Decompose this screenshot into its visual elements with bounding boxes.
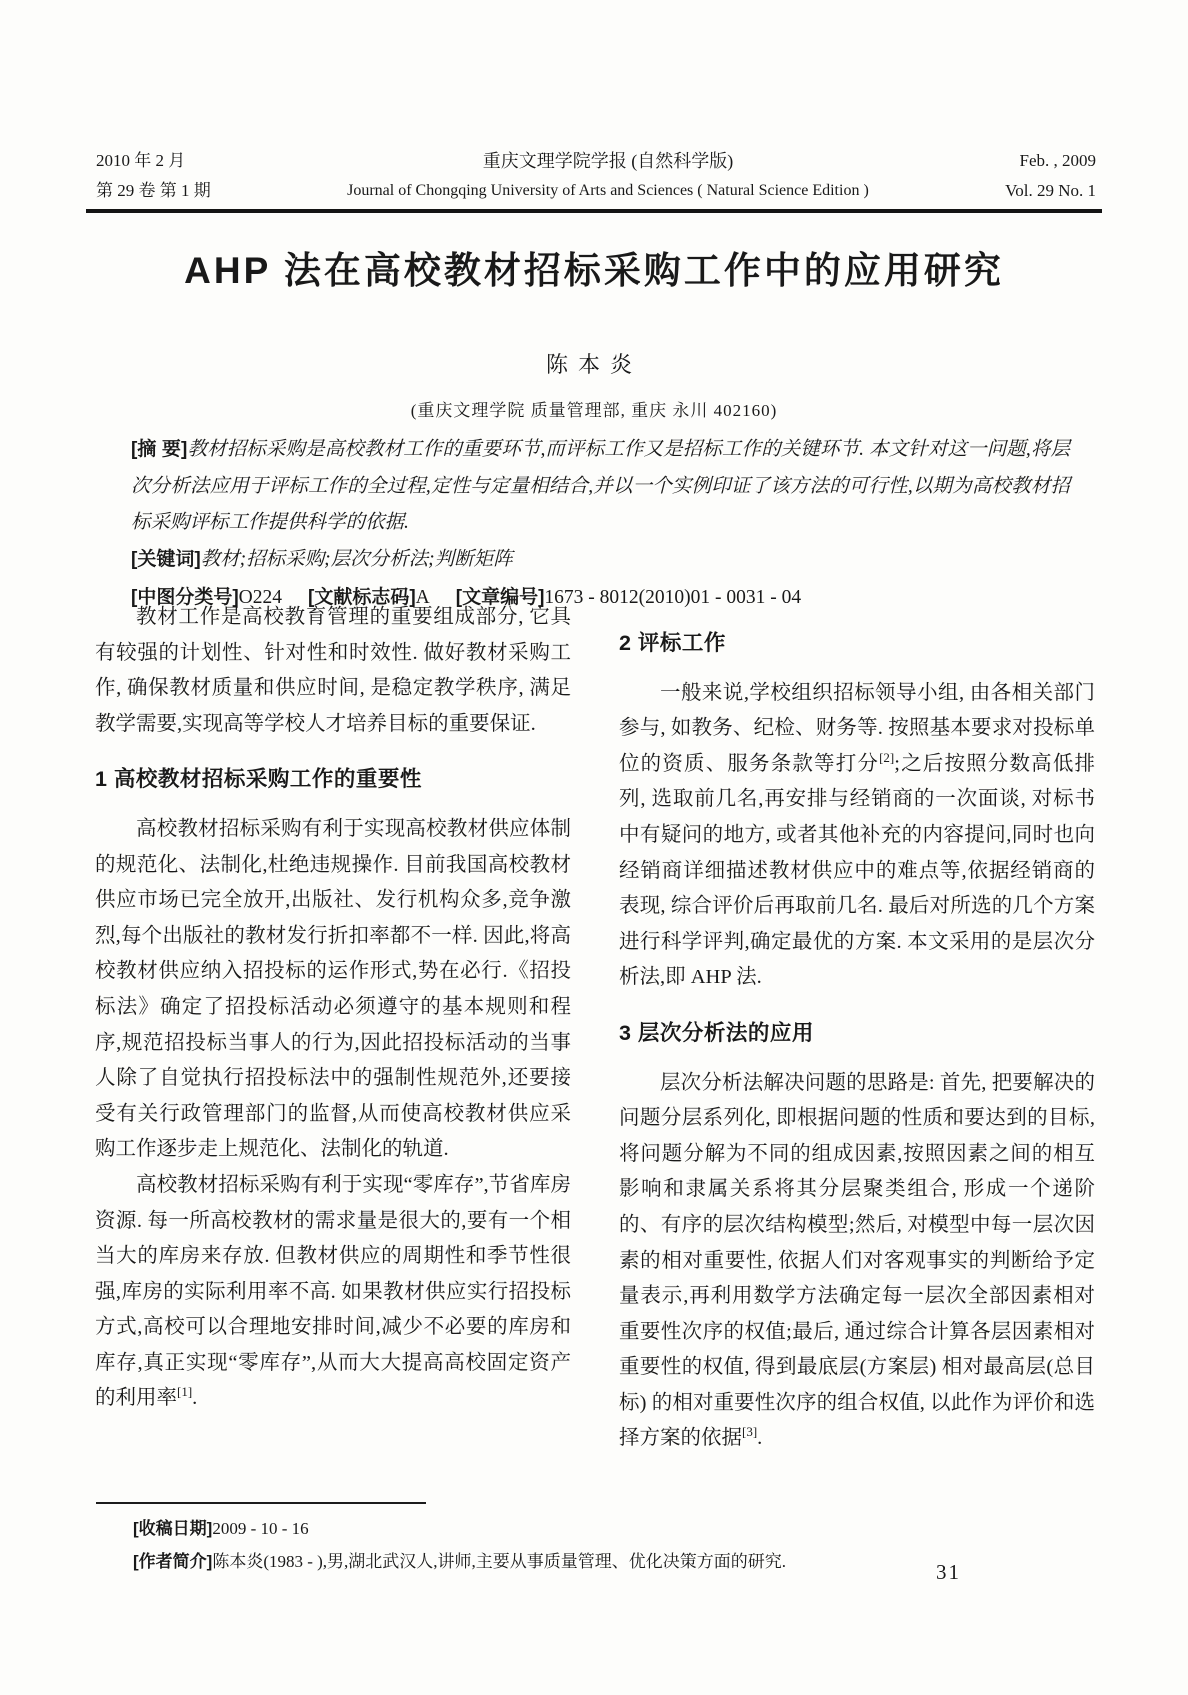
- keywords-label: [关键词]: [131, 548, 201, 570]
- received-date-label: [收稿日期]: [133, 1519, 213, 1538]
- footnote-block: [96, 1502, 1068, 1578]
- section1-paragraph-2: [95, 1168, 571, 1417]
- body-columns: [95, 600, 1095, 1457]
- header-date-cn: 2010 年 2 月: [96, 151, 186, 170]
- header-volume-cn: 第 29 卷 第 1 期: [96, 181, 211, 200]
- intro-paragraph: 教材工作是高校教育管理的重要组成部分, 它具有较强的计划性、针对性和时效性. 做好教材采购工作, 确保教材质量和供应时间, 是稳定教学秩序, 满足教学需要,实现高等学校人才培养目标的重要保证.: [95, 606, 571, 735]
- author-name: 陈本炎: [545, 352, 642, 377]
- section1-paragraph-1: 高校教材招标采购有利于实现高校教材供应体制的规范化、法制化,杜绝违规操作. 目前我国高校教材供应市场已完全放开,出版社、发行机构众多,竞争激烈,每个出版社的教材发行折扣率都不一样. 因此,将高校教材供应纳入招投标的运作形式,势在必行.《招投标法》确定了招投标活动必须遵守的基本规则和程序,规范招投标当事人的行为,因此招投标活动的当事人除了自觉执行招投标法中的强制性规范外,还要接受有关行政管理部门的监督,从而使高校教材供应采购工作逐步走上规范化、法制化的轨道.: [95, 817, 571, 1161]
- journal-header: [96, 146, 1096, 206]
- journal-name-en: Journal of Chongqing University of Arts and Sciences ( Natural Science Edition ): [347, 182, 869, 199]
- author-bio-label: [作者简介]: [133, 1552, 213, 1571]
- author-bio-line: [96, 1545, 1068, 1578]
- section3-paragraph: [619, 1066, 1095, 1458]
- abstract-text: 教材招标采购是高校教材工作的重要环节,而评标工作又是招标工作的关键环节. 本文针对这一问题,将层次分析法应用于评标工作的全过程,定性与定量相结合,并以一个实例印证了该方法的可行性,以期为高校教材招标采购评标工作提供科学的依据.: [131, 439, 1070, 533]
- author-bio-value: 陈本炎(1983 - ),男,湖北武汉人,讲师,主要从事质量管理、优化决策方面的研究.: [212, 1552, 787, 1571]
- clc-value: O224: [238, 587, 282, 608]
- citation-ref-3: [3]: [742, 1424, 758, 1440]
- citation-ref-2: [2]: [879, 749, 895, 765]
- author-affiliation: (重庆文理学院 质量管理部, 重庆 永川 402160): [410, 401, 778, 420]
- header-date-en: Feb. , 2009: [1019, 151, 1096, 170]
- paper-title: AHP 法在高校教材招标采购工作中的应用研究: [184, 250, 1004, 291]
- section2-paragraph: [619, 676, 1095, 996]
- page-number: 31: [936, 1560, 961, 1584]
- section3-paragraph-end: .: [757, 1427, 763, 1450]
- journal-name: [211, 146, 1005, 206]
- left-column: [95, 600, 571, 1457]
- clc-label: [中图分类号]: [131, 587, 239, 608]
- citation-ref-1: [1]: [177, 1384, 193, 1400]
- header-volume-en: Vol. 29 No. 1: [1005, 181, 1096, 200]
- journal-name-cn: 重庆文理学院学报 (自然科学版): [482, 151, 734, 171]
- article-no-label: [文章编号]: [455, 587, 545, 608]
- section2-paragraph-end: ;之后按照分数高低排列, 选取前几名,再安排与经销商的一次面谈, 对标书中有疑问的地方, 或者其他补充的内容提问,同时也向经销商详细描述教材供应中的难点等,依据经销商的表现, 综合评价后再取前几名. 最后对所选的几个方案进行科学评判,确定最优的方案. 本文采用的是层次分析法,即 AHP 法.: [619, 752, 1095, 989]
- received-date-line: [96, 1512, 1068, 1545]
- section3-paragraph-text: 层次分析法解决问题的思路是: 首先, 把要解决的问题分层系列化, 即根据问题的性质和要达到的目标, 将问题分解为不同的组成因素,按照因素之间的相互影响和隶属关系将其分层聚类组合, 形成一个递阶的、有序的层次结构模型;然后, 对模型中每一层次因素的相对重要性, 依据人们对客观事实的判断给予定量表示,再利用数学方法确定每一层次全部因素相对重要性次序的权值;最后, 通过综合计算各层因素相对重要性的权值, 得到最底层(方案层) 相对最高层(总目标) 的相对重要性次序的组合权值, 以此作为评价和选择方案的依据: [619, 1071, 1095, 1450]
- article-meta: [131, 432, 1070, 617]
- article-no-value: 1673 - 8012(2010)01 - 0031 - 04: [544, 587, 802, 608]
- header-issue-info: [96, 146, 211, 206]
- header-divider: [86, 209, 1102, 213]
- abstract-label: [摘 要]: [131, 439, 188, 460]
- keywords: [131, 542, 1070, 579]
- received-date-value: 2009 - 10 - 16: [212, 1519, 309, 1538]
- section2-heading: 2 评标工作: [619, 631, 726, 655]
- footnote-divider: [96, 1502, 426, 1504]
- section1-heading: 1 高校教材招标采购工作的重要性: [95, 767, 422, 792]
- section2-paragraph-text: 一般来说,学校组织招标领导小组, 由各相关部门参与, 如教务、纪检、财务等. 按照基本要求对投标单位的资质、服务条款等打分: [619, 681, 1095, 775]
- header-issue-info-en: [1005, 146, 1096, 206]
- right-column: [619, 600, 1095, 1457]
- section3-heading: 3 层次分析法的应用: [619, 1020, 814, 1045]
- doc-code-value: A: [415, 587, 430, 608]
- doc-code-label: [文献标志码]: [308, 587, 416, 608]
- section1-paragraph-2-text: 高校教材招标采购有利于实现“零库存”,节省库房资源. 每一所高校教材的需求量是很大的,要有一个相当大的库房来存放. 但教材供应的周期性和季节性很强,库房的实际利用率不高. 如果教材供应实行招投标方式,高校可以合理地安排时间,减少不必要的库房和库存,真正实现“零库存”,从而大大提高高校固定资产的利用率: [95, 1173, 571, 1410]
- keywords-text: 教材;招标采购;层次分析法;判断矩阵: [200, 548, 513, 570]
- abstract: [131, 432, 1070, 542]
- section1-paragraph-2-end: .: [192, 1387, 198, 1410]
